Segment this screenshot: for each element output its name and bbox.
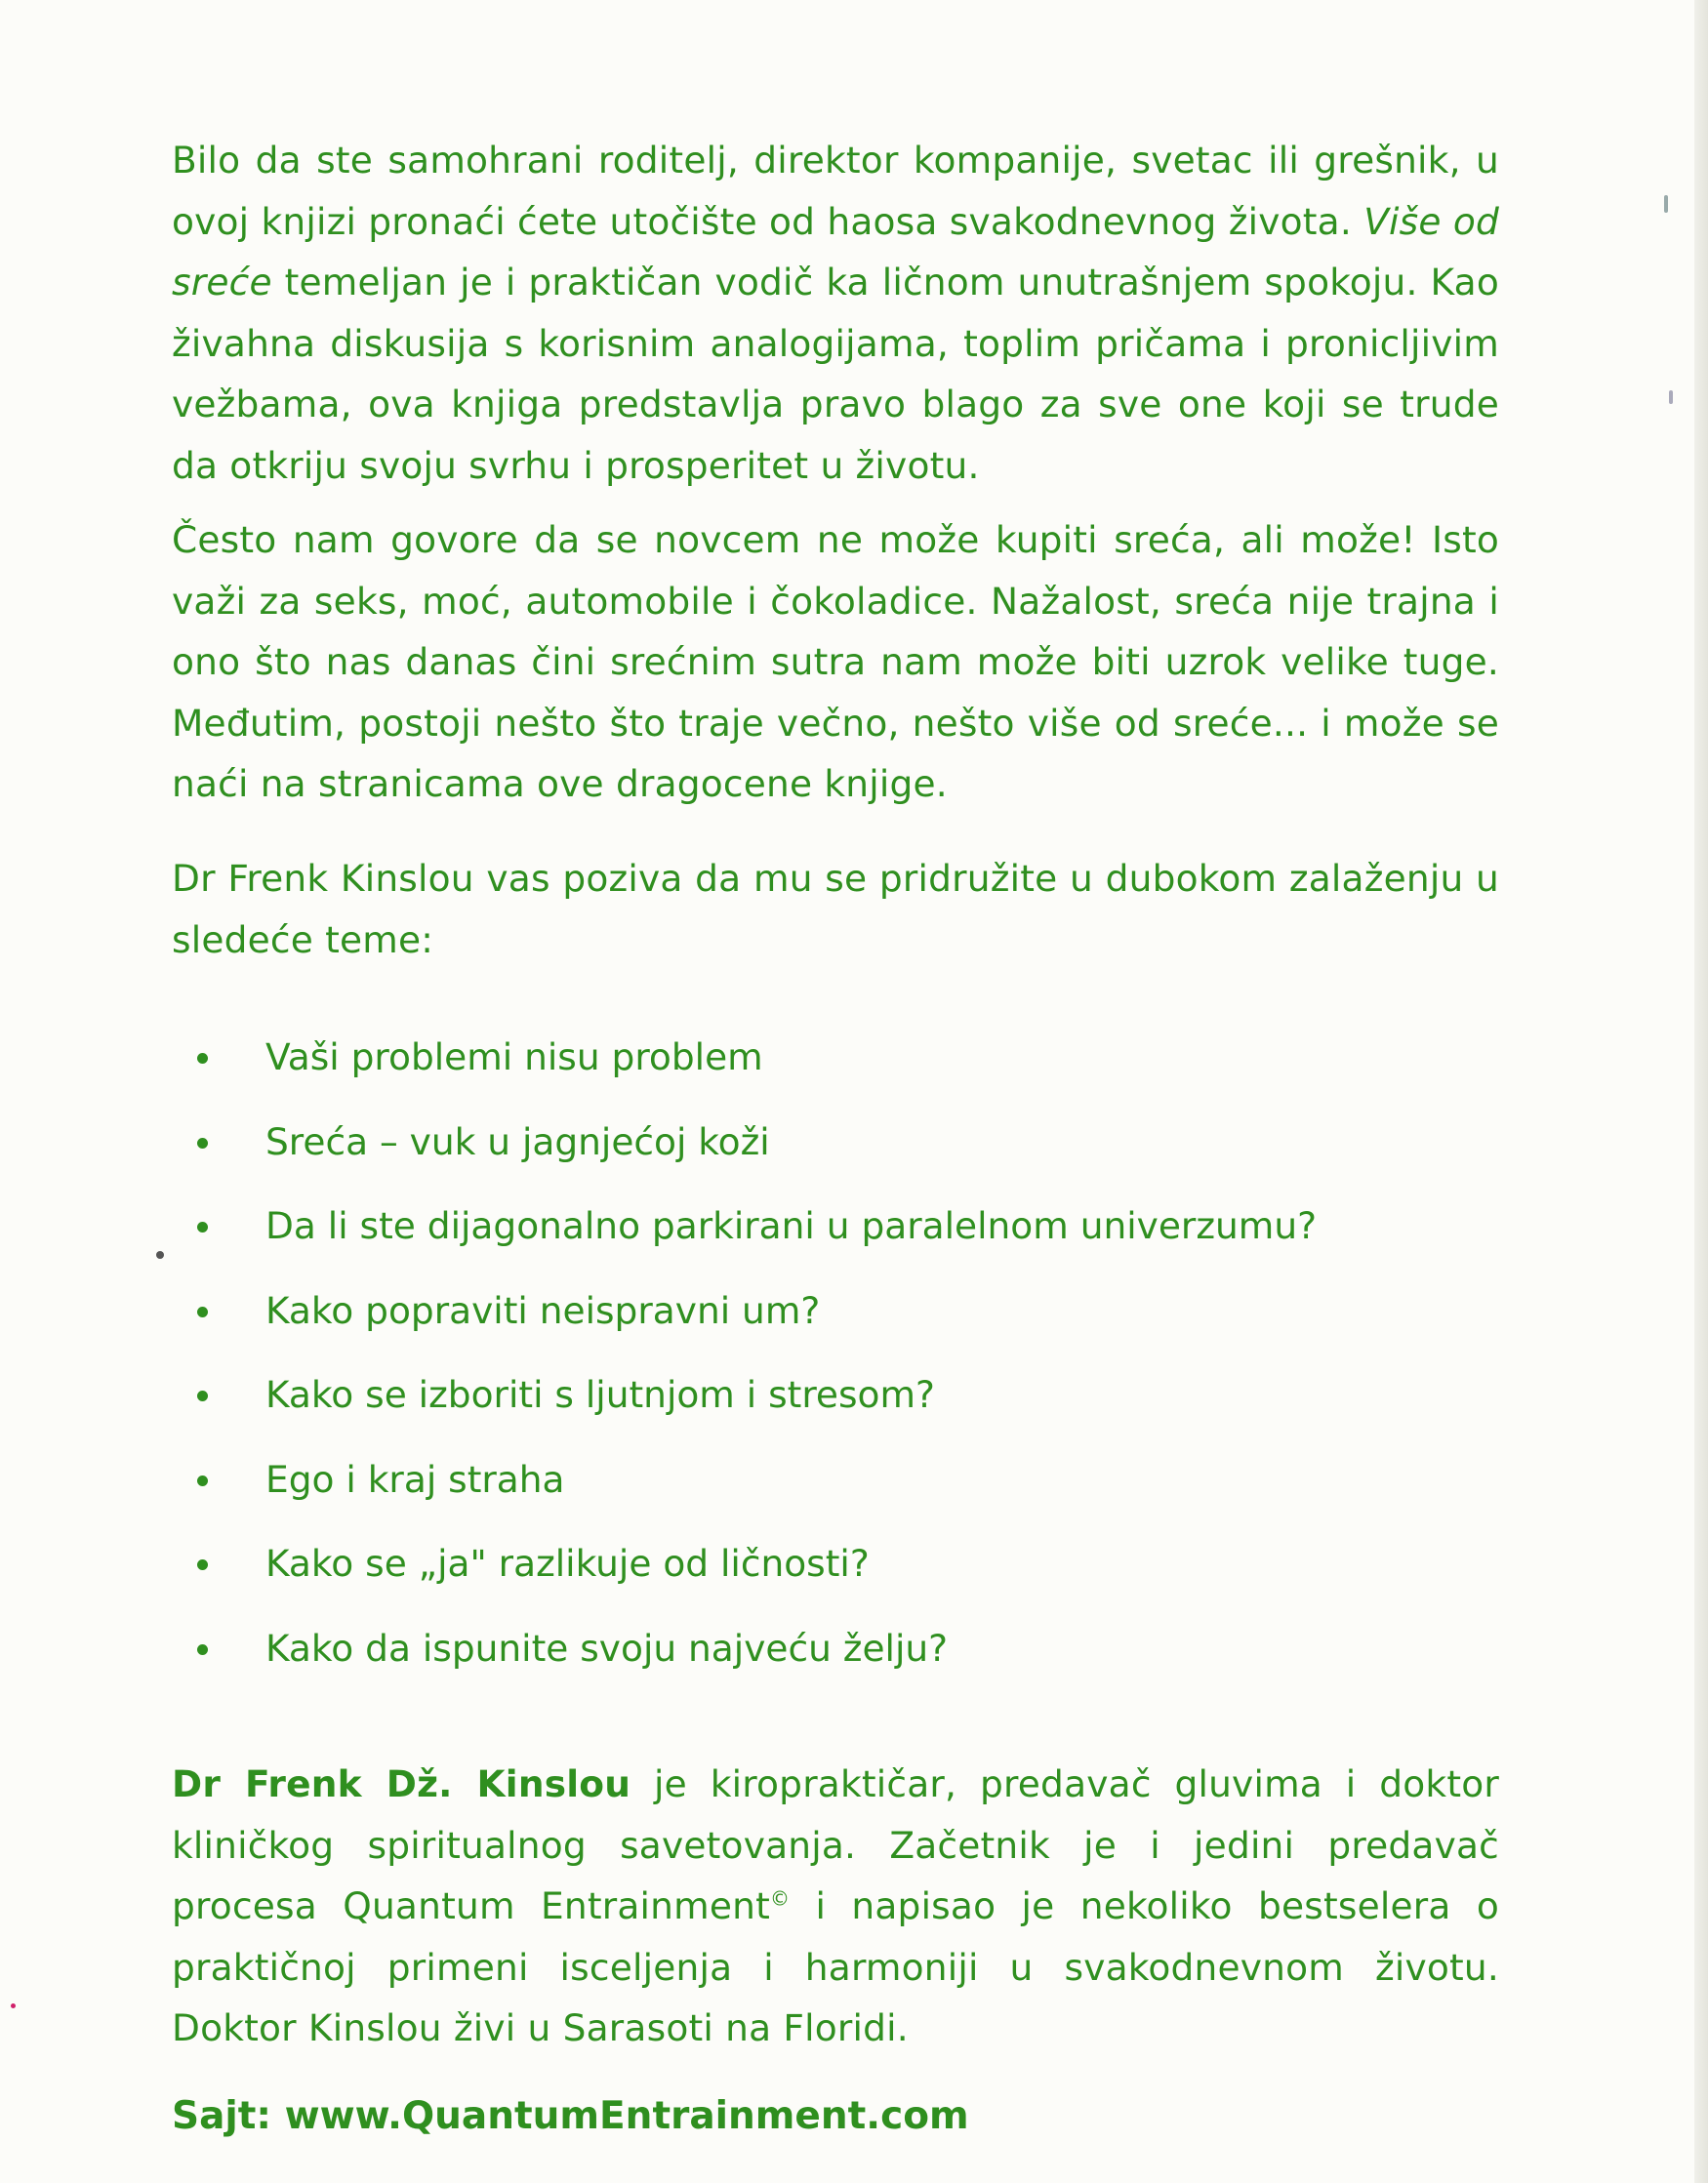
- topic-item: [172, 1195, 1499, 1280]
- bullet-dot-icon: [197, 1476, 208, 1486]
- bullet-dot-icon: [197, 1222, 208, 1233]
- topic-item: [172, 1364, 1499, 1449]
- topic-item: [172, 1449, 1499, 1534]
- topic-text: Kako popraviti neispravni um?: [265, 1288, 821, 1332]
- bullet-dot-icon: [197, 1391, 208, 1401]
- bullet-dot-icon: [197, 1559, 208, 1570]
- page-edge-shadow: [1694, 0, 1708, 2183]
- book-title-italic: Više od sreće: [172, 199, 1500, 303]
- trademark-mark: ©: [770, 1886, 791, 1911]
- topic-item: [172, 1280, 1499, 1365]
- topics-list: [172, 1027, 1499, 1702]
- scan-speck: [156, 1251, 164, 1259]
- author-bio: [172, 1754, 1499, 2059]
- website-link[interactable]: Sajt: www.QuantumEntrainment.com: [172, 2094, 969, 2138]
- topic-text: Kako se „ja" razlikuje od ličnosti?: [265, 1542, 870, 1585]
- intro-paragraph: [172, 130, 1499, 496]
- topic-text: Kako da ispunite svoju najveću želju?: [265, 1626, 949, 1670]
- intro-text-start: Bilo da ste samohrani roditelj, direktor kompanije, svetac ili grešnik, u ovoj knjizi pronaći ćete utočište od haosa svakodnevnog života.: [172, 139, 1499, 243]
- bullet-dot-icon: [197, 1053, 208, 1064]
- scan-speck: [1669, 390, 1673, 404]
- happiness-paragraph: Često nam govore da se novcem ne može kupiti sreća, ali može! Isto važi za seks, moć, automobile i čokoladice. Nažalost, sreća nije trajna i ono što nas danas čini srećnim sutra nam može biti uzrok velike tuge. Međutim, postoji nešto što traje večno, nešto više od sreće... i može se naći na stranicama ove dragocene knjige.: [172, 518, 1499, 805]
- bullet-dot-icon: [197, 1138, 208, 1149]
- author-bio-text-end: i napisao je nekoliko bestselera o praktičnoj primeni isceljenja i harmoniji u svakodnevnom životu. Doktor Kinslou živi u Sarasoti na Floridi.: [172, 1884, 1499, 2049]
- topic-item: [172, 1112, 1499, 1196]
- author-bio-text-start: je kiropraktičar, predavač gluvima i doktor kliničkog spiritualnog savetovanja. Začetnik je i jedini predavač procesa Quantum Entrainment: [172, 1762, 1499, 1927]
- topic-text: Ego i kraj straha: [265, 1457, 565, 1501]
- topic-item: [172, 1027, 1499, 1112]
- topic-text: Kako se izboriti s ljutnjom i stresom?: [265, 1373, 935, 1416]
- topic-text: Sreća – vuk u jagnjećoj koži: [265, 1119, 770, 1163]
- bullet-dot-icon: [197, 1307, 208, 1317]
- scan-speck: [11, 2003, 16, 2008]
- author-name: Dr Frenk Dž. Kinslou: [172, 1762, 631, 1805]
- invitation-paragraph: Dr Frenk Kinslou vas poziva da mu se pridružite u dubokom zalaženju u sledeće teme:: [172, 857, 1499, 961]
- bullet-dot-icon: [197, 1644, 208, 1655]
- topic-text: Vaši problemi nisu problem: [265, 1035, 763, 1078]
- intro-text-end: temeljan je i praktičan vodič ka ličnom unutrašnjem spokoju. Kao živahna diskusija s korisnim analogijama, toplim pričama i pronicljivim vežbama, ova knjiga predstavlja pravo blago za sve one koji se trude da otkriju svoju svrhu i prosperitet u životu.: [172, 261, 1499, 487]
- topic-item: [172, 1533, 1499, 1618]
- topic-item: [172, 1618, 1499, 1703]
- topic-text: Da li ste dijagonalno parkirani u paralelnom univerzumu?: [265, 1204, 1317, 1247]
- scan-speck: [1664, 195, 1668, 213]
